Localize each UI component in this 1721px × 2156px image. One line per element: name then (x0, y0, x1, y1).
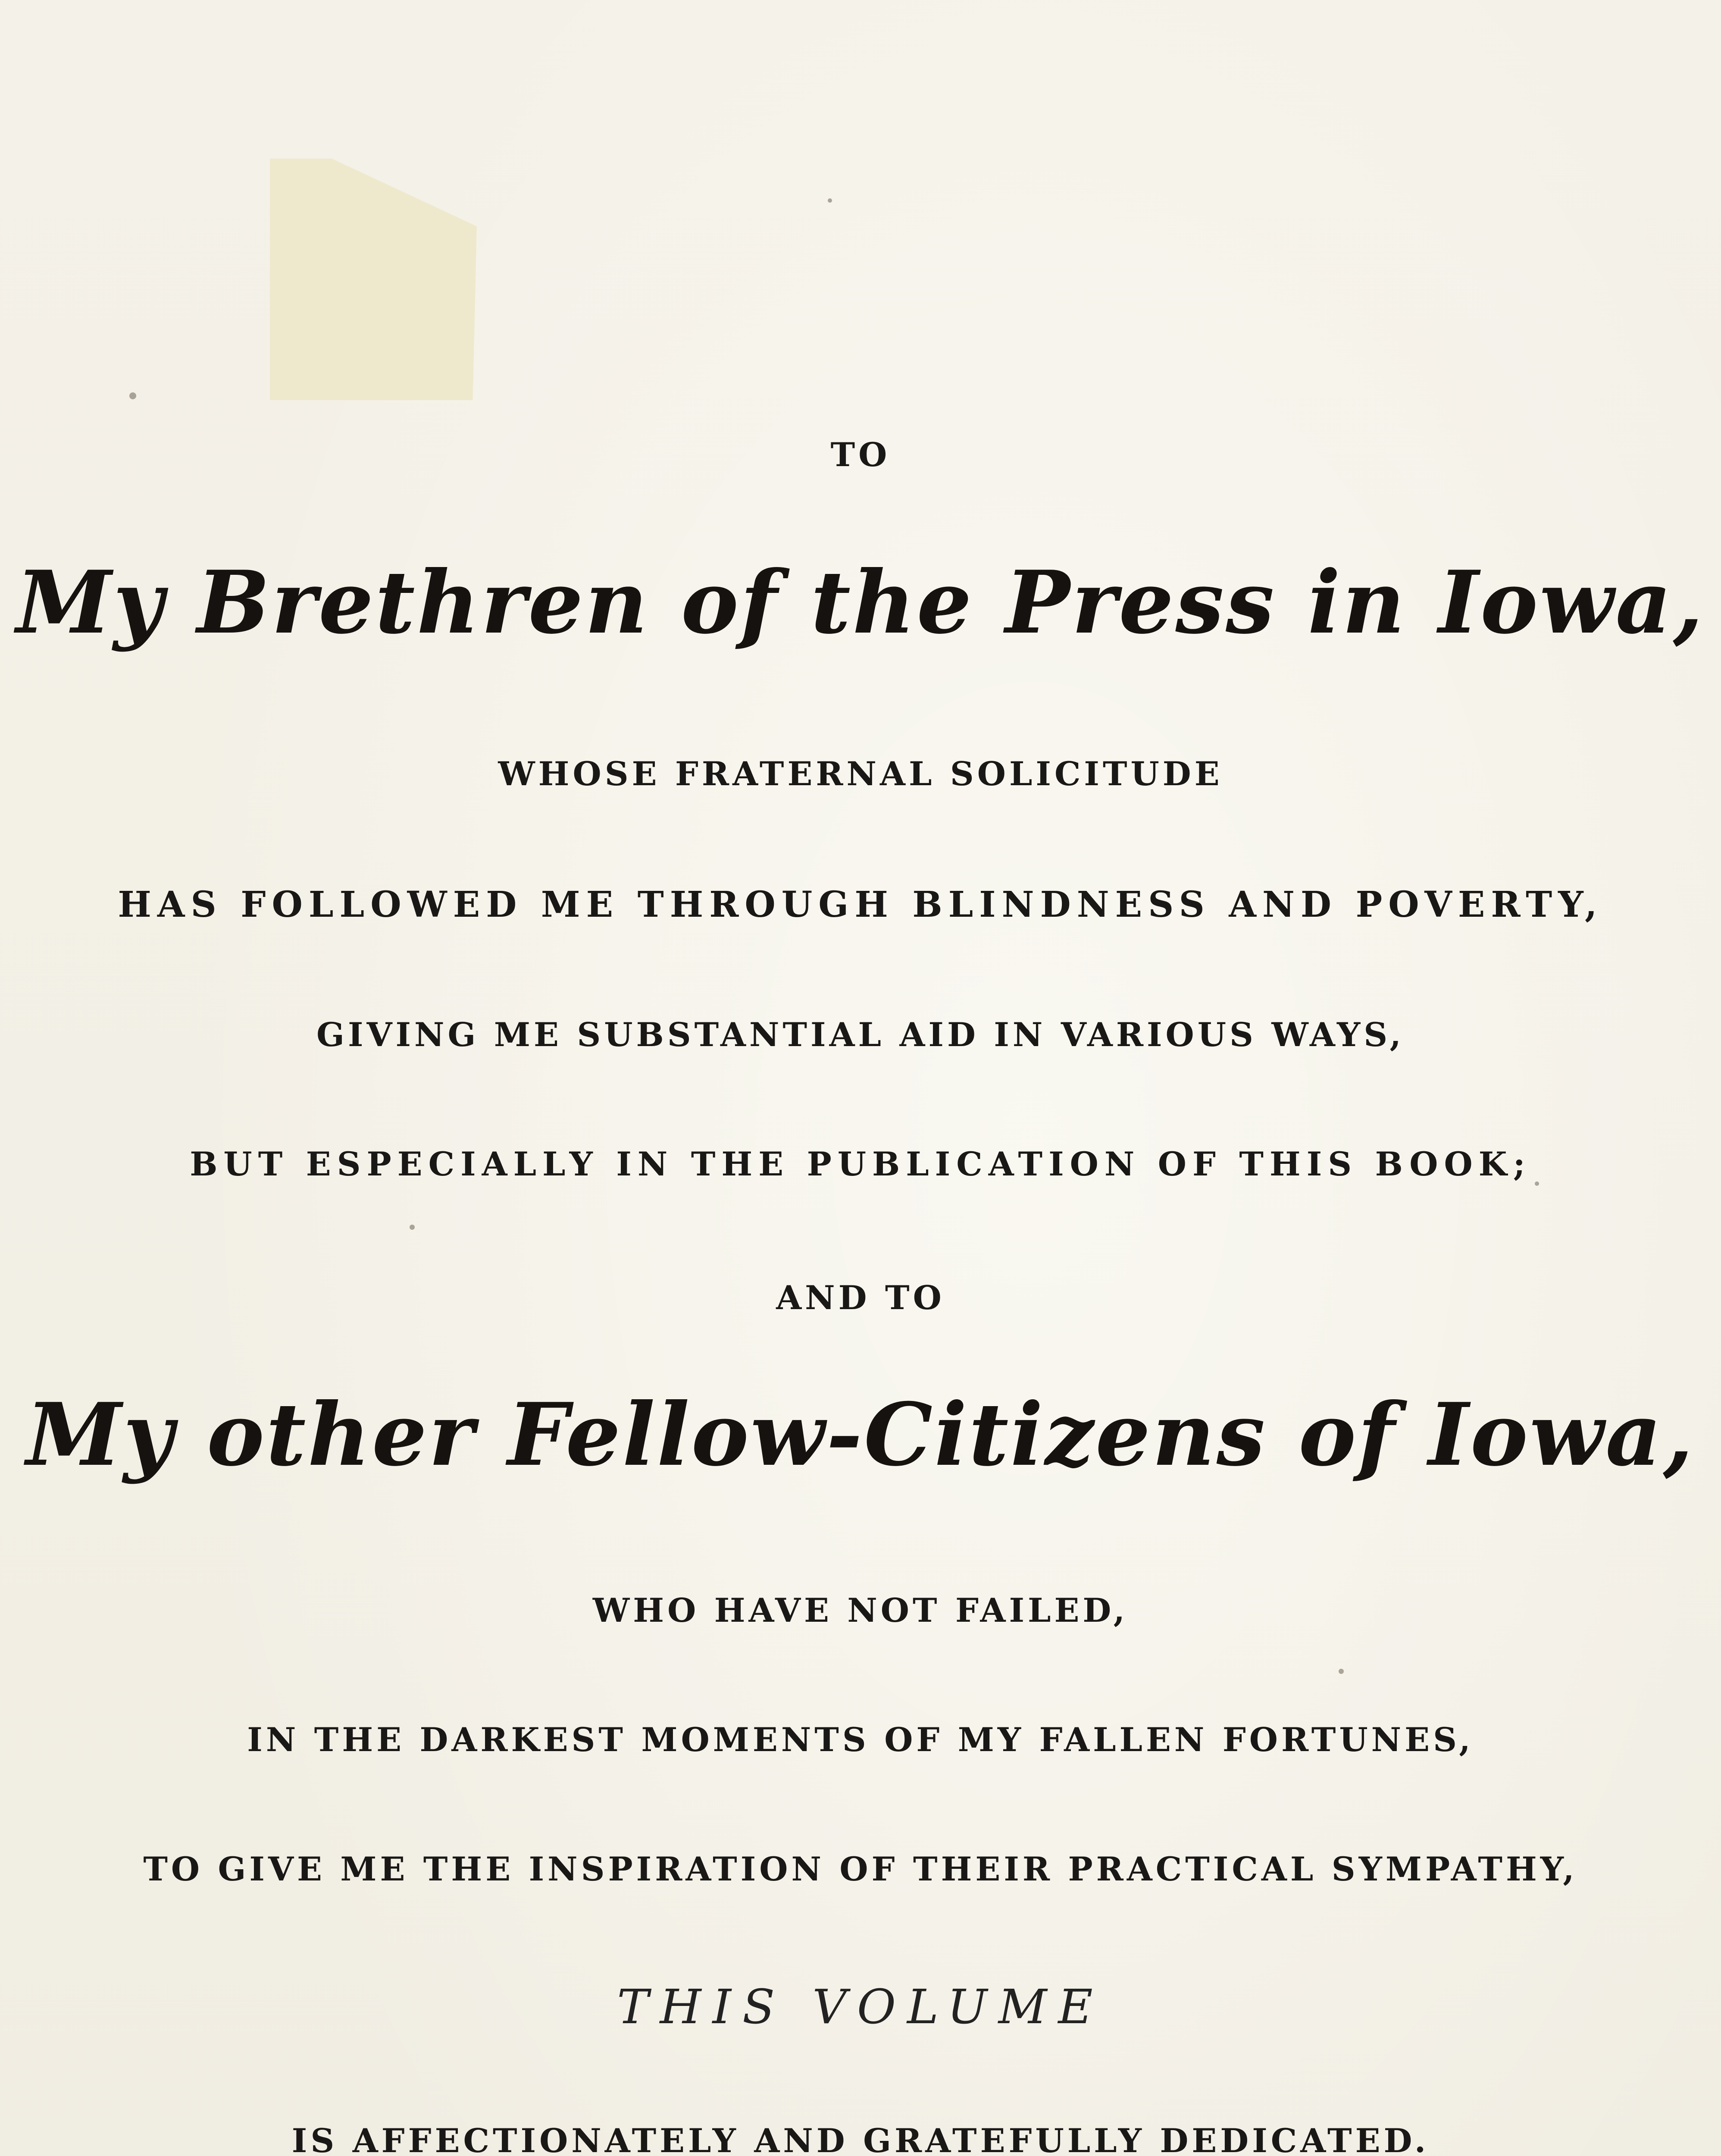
and-to-line: AND TO (776, 1279, 945, 1317)
paper-speck (410, 1225, 415, 1230)
paper-speck (1339, 1669, 1344, 1674)
dedication-line-1: WHOSE FRATERNAL SOLICITUDE (498, 755, 1223, 793)
dedication-line-4: BUT ESPECIALLY IN THE PUBLICATION OF THIS BOOK; (190, 1145, 1531, 1183)
paper-speck (828, 198, 832, 203)
this-volume-line: THIS VOLUME (617, 1979, 1104, 2034)
dedication-line-7: TO GIVE ME THE INSPIRATION OF THEIR PRACTICAL SYMPATHY, (143, 1850, 1578, 1888)
heading-fellow-citizens: My other Fellow-Citizens of Iowa, (26, 1384, 1695, 1485)
heading-brethren: My Brethren of the Press in Iowa, (16, 552, 1705, 653)
dedication-line-6: IN THE DARKEST MOMENTS OF MY FALLEN FORTUNES, (247, 1720, 1474, 1759)
dedication-line-3: GIVING ME SUBSTANTIAL AID IN VARIOUS WAYS, (316, 1015, 1405, 1054)
dedication-line-5: WHO HAVE NOT FAILED, (592, 1591, 1129, 1630)
to-line: TO (830, 436, 891, 474)
dedication-line-8: IS AFFECTIONATELY AND GRATEFULLY DEDICATED. (291, 2122, 1430, 2156)
tape-mark (270, 159, 477, 400)
paper-speck (129, 392, 136, 399)
dedication-line-2: HAS FOLLOWED ME THROUGH BLINDNESS AND POVERTY, (118, 884, 1603, 925)
